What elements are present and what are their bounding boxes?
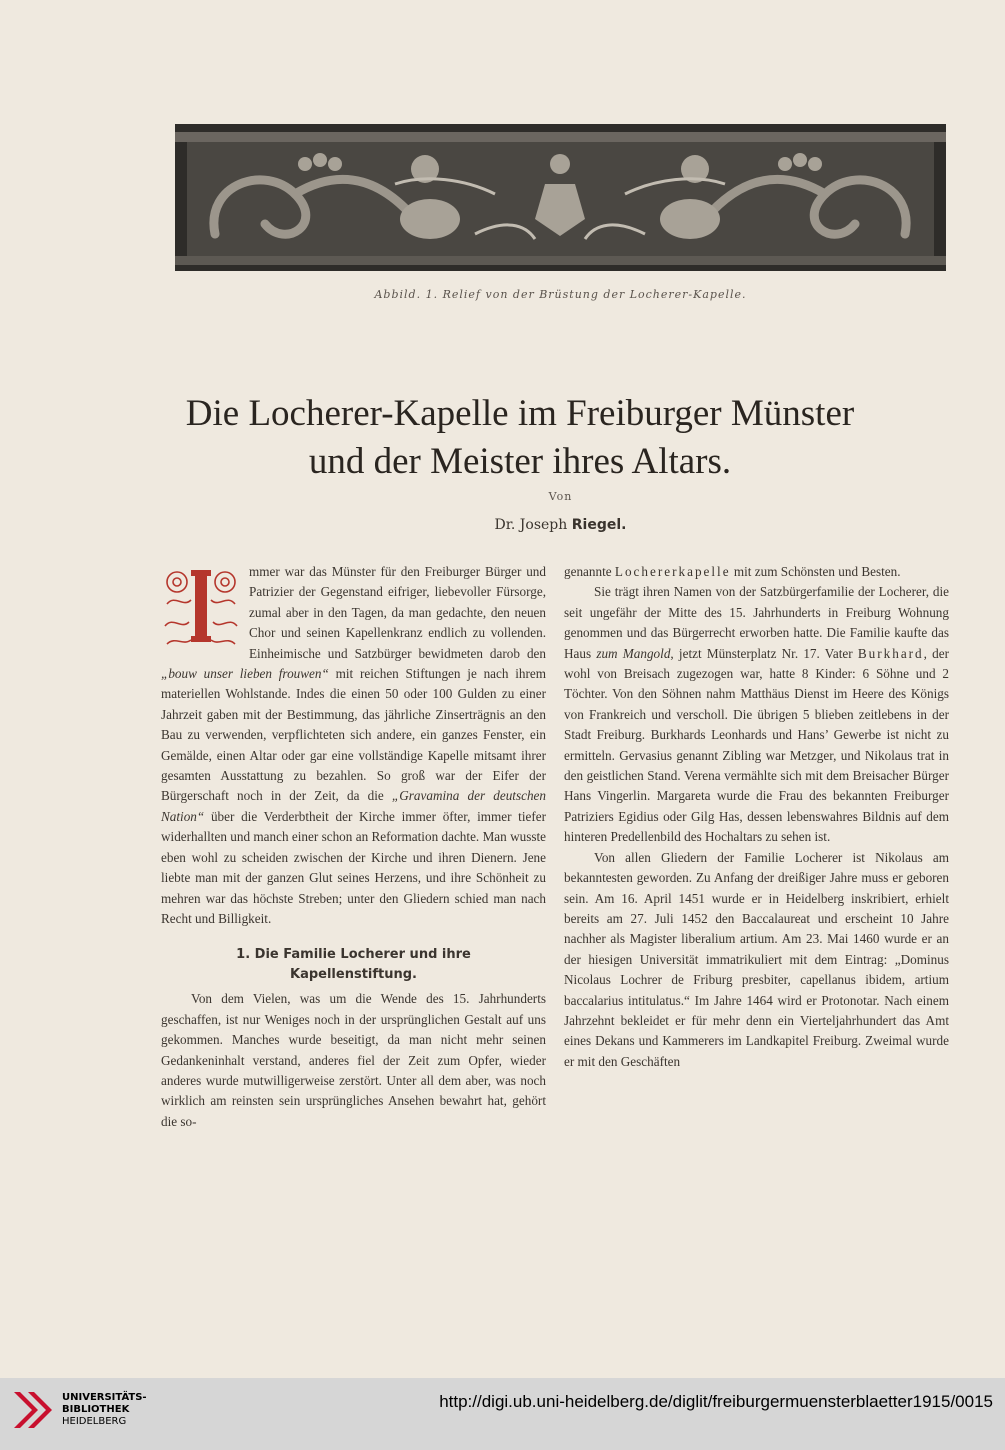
relief-photograph — [175, 124, 946, 271]
author-surname: Riegel. — [571, 517, 627, 533]
library-name-line-3: HEIDELBERG — [62, 1416, 127, 1427]
quote-bouw: „bouw unser lieben frouwen“ — [161, 666, 329, 682]
title-line-1: Die Locherer-Kapelle im Freiburger Münster — [185, 393, 855, 434]
paragraph-vielen: Von dem Vielen, was um die Wende des 15. Jahrhunderts geschaffen, ist nur Weniges noch in der ursprünglichen Gestalt auf uns gekommen. Manches wurde beseitigt, da man nicht mehr seinen Gedankeninhalt verstand, anderes fiel der Zeit zum Opfer, wieder anderes wurde mutwilligerweise zerstört. Unter all dem aber, was noch wirklich am reinsten sein ursprüngliches Ansehen bewahrt hat, gehört die so- — [161, 991, 546, 1129]
text-run: mmer war das Münster für den Freiburger Bürger und Patrizier der Gegenstand eifriger, liebevoller Fürsorge, zumal aber in den Tagen, da man gedachte, den neuen Chor und seinen Kapellenkranz endlich zu vollenden. Einheimische und Satzbürger bewidmeten darob den — [249, 564, 546, 661]
relief-image — [175, 124, 946, 271]
text-run: mit zum Schönsten und Besten. — [730, 564, 901, 579]
library-logo-icon — [10, 1388, 54, 1438]
quote-gravamina: „Gravamina der deutschen Nation“ — [161, 788, 546, 824]
page-title — [100, 390, 940, 486]
text-run: , der wohl von Breisach zugezogen war, hatte 8 Kinder: 6 Söhne und 2 Töchter. Von den Söhnen nahm Matthäus Dienst im Heere des Königs von Frankreich und verscholl. Die übrigen 5 blieben zeitlebens in der Stadt Freiburg. Burkhards Leonhards und Hans’ Gewerbe ist nicht zu ermitteln. Gervasius genannt Zibling war Metzger, und Nikolaus trat in den geistlichen Stand. Verena vermählte sich mit dem Breisacher Bürger Hans Vingerlin. Margareta wurde die Frau des bekannten Freiburger Patriziers Egidius oder Gilg Has, dessen lebenswahres Bildnis auf dem hinteren Predellenbild des Hochaltars zu sehen ist. — [564, 645, 950, 845]
text-run: genannte — [564, 564, 615, 579]
library-name-line-1: UNIVERSITÄTS- — [62, 1392, 147, 1403]
library-footer — [0, 1378, 1005, 1450]
text-run: Sie trägt ihren Namen von der Satzbürgerfamilie der Locherer, die seit ungefähr der Mitte des 15. Jahrhunderts in Freiburg Wohnung genommen und das Bürgerrecht erworben hatte. Die Familie kaufte das Haus — [564, 584, 949, 661]
library-name-line-2: BIBLIOTHEK — [62, 1404, 130, 1415]
author-prefix: Dr. Joseph — [494, 517, 568, 533]
figure-caption: Abbild. 1. Relief von der Brüstung der Locherer-Kapelle. — [374, 288, 747, 301]
right-column — [564, 562, 949, 1072]
text-run: mit reichen Stiftungen je nach ihrem materiellen Wohlstande. Indes die einen 50 oder 100 Gulden zu einer Jahrzeit gaben mit der Bestimmung, das jährliche Zinserträgnis an den Bau zu verwenden, verpflichteten sich andere, ein ganzes Fenster, ein Gemälde, einen Altar oder gar eine vollständige Kapelle mitsamt ihrer gesamten Ausstattung zu bezahlen. So groß war der Eifer der Bürgerschaft noch in der Zeit, da die — [161, 666, 546, 804]
spaced-term-lochererkapelle: Lochererkapelle — [614, 564, 731, 579]
dropcap-i-ornament — [161, 564, 241, 648]
byline-von: Von — [548, 490, 573, 503]
section-heading-line-2: Kapellenstiftung. — [290, 967, 417, 983]
source-url-link[interactable]: http://digi.ub.uni-heidelberg.de/diglit/freiburgermuensterblaetter1915/0015 — [439, 1392, 993, 1411]
paragraph-continuation — [564, 562, 949, 582]
text-run: , jetzt Münsterplatz Nr. 17. Vater — [670, 645, 858, 661]
spaced-name-burkhard: Burkhard — [857, 645, 924, 661]
title-line-2: und der Meister ihres Altars. — [308, 441, 732, 482]
section-heading — [161, 945, 546, 985]
author-line — [175, 517, 946, 533]
section-heading-line-1: 1. Die Familie Locherer und ihre — [236, 947, 471, 963]
paragraph-satzbuerger — [564, 582, 949, 847]
text-run: über die Verderbtheit der Kirche immer öfter, immer tiefer widerhallten und manch einer schon an Reformation dachte. Man wusste eben wohl zu scheiden zwischen der Kirche und ihren Dienern. Jene liebte man mit der ganzen Glut seines Herzens, und ihre Schönheit zu mehren war das höchste Streben; unter den Gliedern schied man nach Recht und Billigkeit. — [161, 808, 546, 926]
left-column — [161, 562, 546, 1132]
house-name-mangold: zum Mangold — [596, 645, 671, 661]
library-name — [62, 1392, 147, 1428]
paragraph-nikolaus: Von allen Gliedern der Familie Locherer ist Nikolaus am bekanntesten geworden. Zu Anfang der dreißiger Jahre muss er geboren sein. Am 16. April 1451 wurde er in Heidelberg inskribiert, erhielt bereits am 27. Juli 1452 den Baccalaureat und erscheint 10 Jahre nachher als Magister liberalium artium. Am 23. Mai 1460 wurde er an der hiesigen Universität immatrikuliert mit dem Eintrag: „Dominus Nicolaus Lochrer de Friburg presbiter, capellanus ibidem, artium baccalarius intitulatus.“ Im Jahre 1464 wird er Protonotar. Nach einem Jahrzehnt bekleidet er für mehr denn ein Vierteljahrhundert das Amt eines Dekans und Kammerers im Landkapitel Freiburg. Zweimal wurde er mit den Geschäften — [564, 849, 949, 1069]
